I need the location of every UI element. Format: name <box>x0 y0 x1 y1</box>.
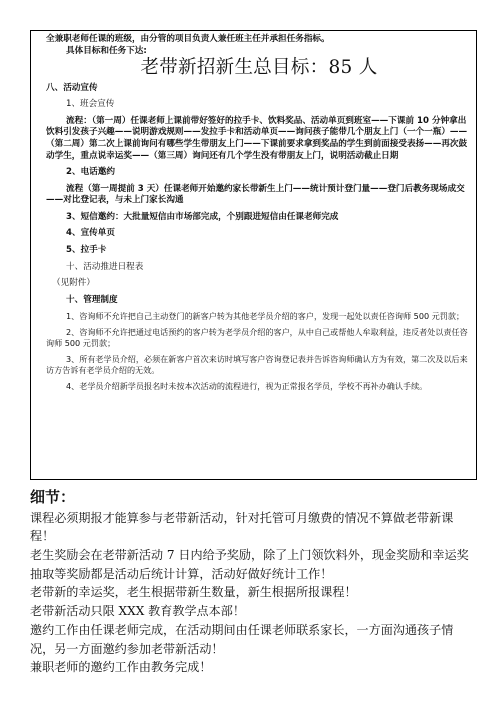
details-line-5: 邀约工作由任课老师完成，在活动期间由任课老师联系家长，一方面沟通孩子情况，另一方面邀约参加老带新活动！ <box>30 622 454 656</box>
section-11-title: 十、管理制度 <box>66 294 118 305</box>
rule-3: 3、所有老学员介绍，必须在新客户首次来访时填写客户咨询登记表并告诉咨询师确认方为有效，第二次及以后来访方告诉有老学员介绍的无效。 <box>46 354 468 376</box>
details-heading: 细节： <box>30 488 76 506</box>
section-8-item-2: 2、电话邀约 <box>66 167 115 178</box>
section-8-item-1: 1、班会宣传 <box>66 99 115 110</box>
details-line-4: 老带新活动只限 XXX 教育教学点本部！ <box>30 604 245 619</box>
goal-title: 老带新招新生总目标：85 人 <box>140 57 378 79</box>
section-8-item-3: 3、短信邀约：大批量短信由市场部完成，个别跟进短信由任课老师完成 <box>66 211 339 222</box>
rule-2: 2、咨询师不允许把通过电话预约的客户转为老学员介绍的客户，从中自己或帮他人牟取利益，违反者处以责任咨询师 500 元罚款； <box>46 327 468 349</box>
goal-label: 具体目标和任务下达: <box>66 45 147 56</box>
phone-invite-flow: 流程（第一周提前 3 天）任课老师开始邀约家长带新生上门——统计预计登门量——登门后教务现场成交——对比登记表，与未上门家长沟通 <box>46 183 465 206</box>
rule-4: 4、老学员介绍新学员报名时未按本次活动的流程进行，视为正常报名学员，学校不再补办确认手续。 <box>66 381 428 392</box>
details-section <box>30 488 477 677</box>
section-10-title: 十、活动推进日程表 <box>66 261 144 272</box>
intro-text: 全兼职老师任课的班级，由分管的项目负责人兼任班主任并承担任务指标。 <box>46 34 330 44</box>
details-line-6: 兼职老师的邀约工作由教务完成！ <box>30 660 212 675</box>
section-8-item-4: 4、宣传单页 <box>66 228 115 239</box>
details-line-2: 老生奖励会在老带新活动 7 日内给予奖励，除了上门领饮料外，现金奖励和幸运奖抽取等奖励都是活动后统计计算，活动好做好统计工作！ <box>30 547 469 581</box>
details-line-3: 老带新的幸运奖，老生根据带新生数量，新生根据所报课程！ <box>30 585 357 600</box>
section-8-item-5: 5、拉手卡 <box>66 245 107 256</box>
section-10-note: （见附件） <box>52 278 95 289</box>
section-8-title: 八、活动宣传 <box>46 82 98 93</box>
class-meeting-flow: 流程：（第一周）任课老师上课前带好签好的拉手卡、饮料奖品、活动单页到班室——下课前 10 分钟拿出饮料引发孩子兴趣——说明游戏规则——发拉手卡和活动单页——询问孩子能带几个朋友上门（一个一瓶）——（第二周）第二次上课前询问有哪些学生带朋友上门——下课前要求拿到奖品的学生到前面接受表扬——再次鼓动学生，重点说幸运奖——（第三周）询问还有几个学生没有带朋友上门，说明活动截止日期 <box>46 115 468 161</box>
details-line-1: 课程必须期报才能算参与老带新活动，针对托管可月缴费的情况不算做老带新课程！ <box>30 510 454 544</box>
rule-1: 1、咨询师不允许把自己主动登门的新客户转为其他老学员介绍的客户，发现一起处以责任咨询师 500 元罚款； <box>66 311 465 322</box>
activity-plan-section <box>46 34 472 392</box>
